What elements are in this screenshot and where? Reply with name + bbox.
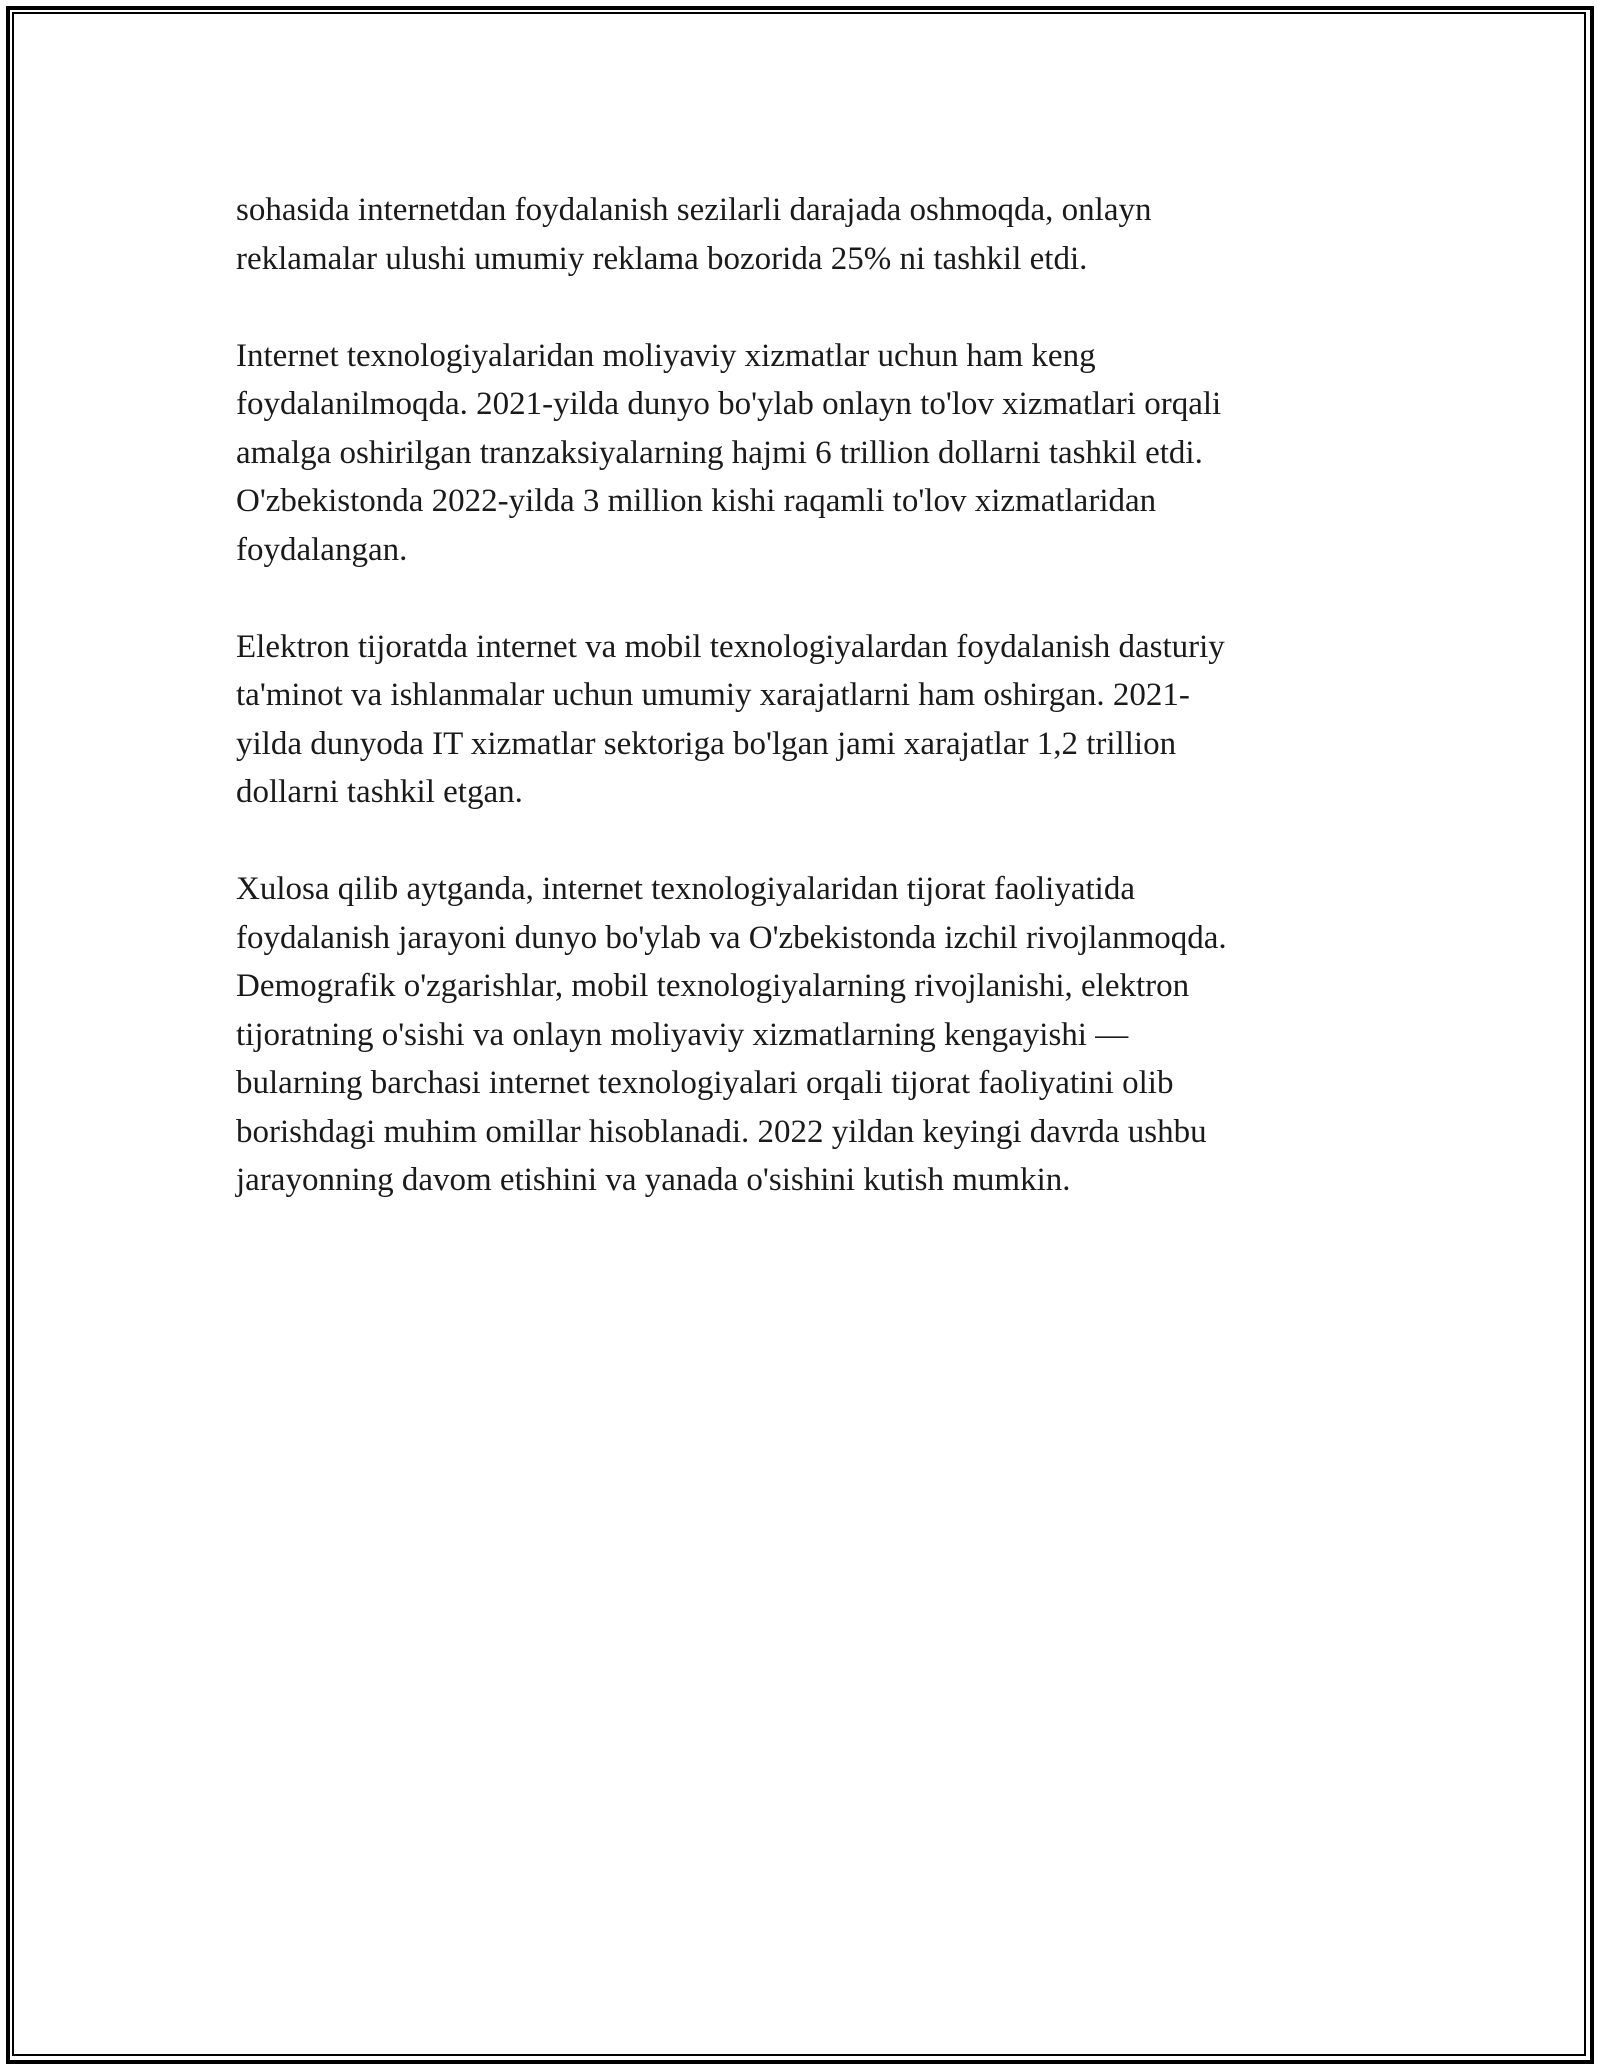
text-line: foydalangan. [236, 531, 408, 568]
text-line: Demografik o'zgarishlar, mobil texnologiyalarning rivojlanishi, elektron [236, 968, 1190, 1004]
text-line: jarayonning davom etishini va yanada o'sishini kutish mumkin. [236, 1162, 1071, 1198]
text-line: dollarni tashkil etgan. [236, 774, 523, 810]
text-line: O'zbekistonda 2022-yilda 3 million kishi raqamli to'lov xizmatlaridan [236, 483, 1157, 519]
text-line: foydalanilmoqda. 2021-yilda dunyo bo'ylab onlayn to'lov xizmatlari orqali [236, 386, 1222, 422]
text-line: ta'minot va ishlanmalar uchun umumiy xarajatlarni ham oshirgan. 2021- [236, 677, 1190, 713]
text-line: Xulosa qilib aytganda, internet texnologiyalaridan tijorat faoliyatida [236, 871, 1135, 907]
text-line: yilda dunyoda IT xizmatlar sektoriga bo'lgan jami xarajatlar 1,2 trillion [236, 725, 1177, 762]
paragraph-online-advertising [236, 186, 1376, 283]
paragraph-financial-services [236, 332, 1376, 575]
text-line: borishdagi muhim omillar hisoblanadi. 2022 yildan keyingi davrda ushbu [236, 1113, 1207, 1150]
document-body [236, 186, 1376, 1253]
text-line: Internet texnologiyalaridan moliyaviy xizmatlar uchun ham keng [236, 337, 1096, 374]
text-line: foydalanish jarayoni dunyo bo'ylab va O'zbekistonda izchil rivojlanmoqda. [236, 919, 1227, 956]
text-line: tijoratning o'sishi va onlayn moliyaviy xizmatlarning kengayishi — [236, 1016, 1129, 1053]
text-line: sohasida internetdan foydalanish sezilarli darajada oshmoqda, onlayn [236, 192, 1152, 228]
text-line: Elektron tijoratda internet va mobil texnologiyalardan foydalanish dasturiy [236, 628, 1225, 665]
paragraph-e-commerce [236, 623, 1376, 817]
text-line: reklamalar ulushi umumiy reklama bozorida 25% ni tashkil etdi. [236, 240, 1088, 277]
paragraph-conclusion [236, 865, 1376, 1205]
text-line: bularning barchasi internet texnologiyalari orqali tijorat faoliyatini olib [236, 1065, 1174, 1101]
text-line: amalga oshirilgan tranzaksiyalarning hajmi 6 trillion dollarni tashkil etdi. [236, 434, 1203, 471]
